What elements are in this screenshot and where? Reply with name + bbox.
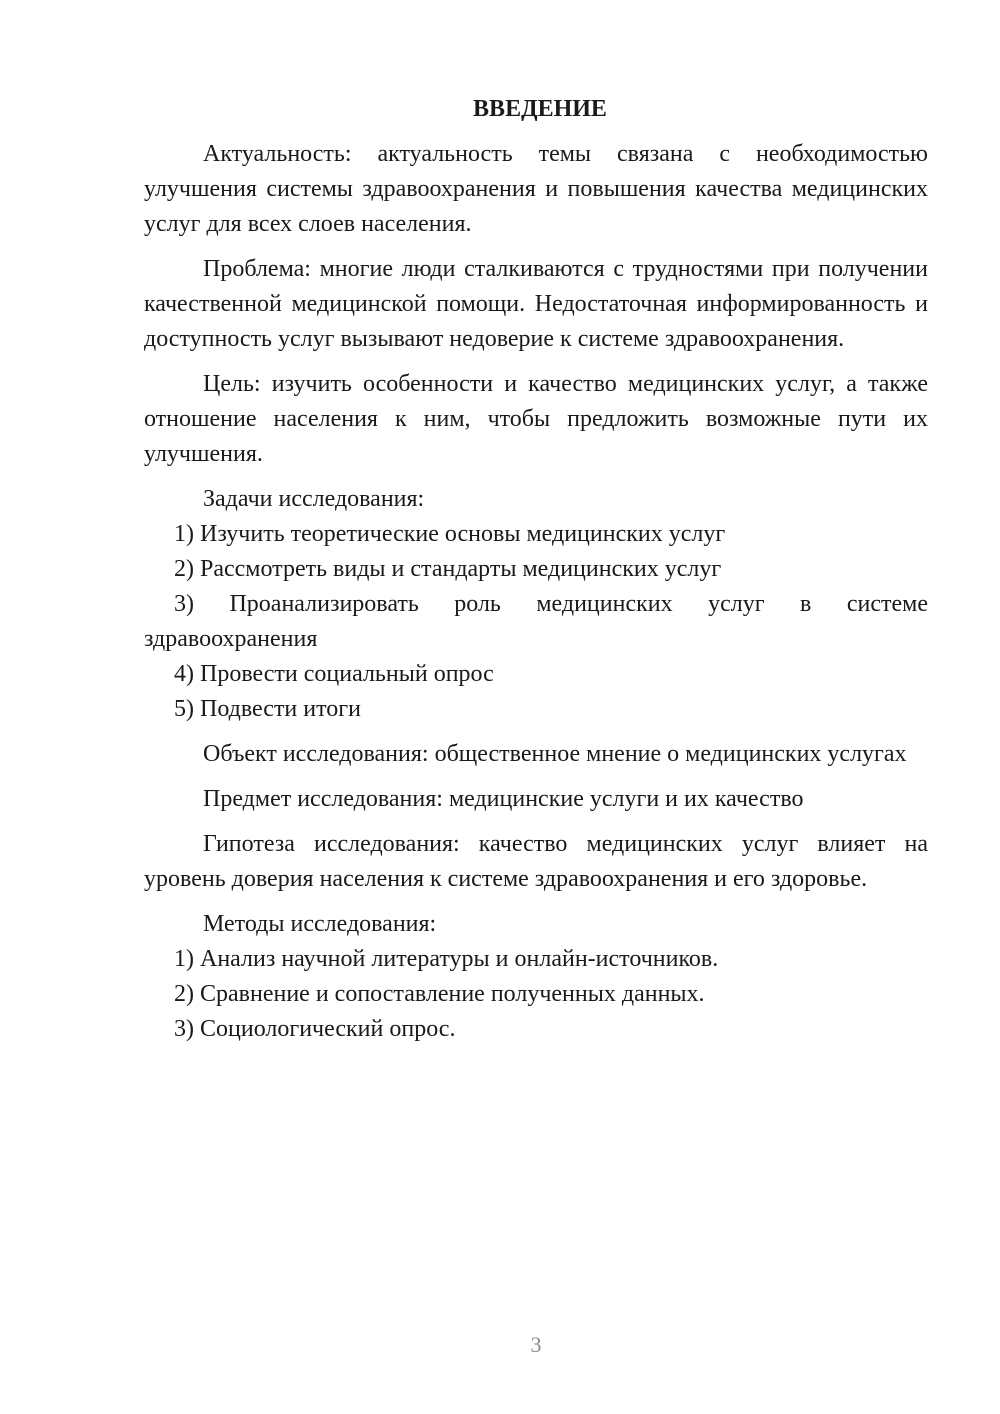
problem-paragraph: Проблема: многие люди сталкиваются с трудностями при получении качественной медицинской помощи. Недостаточная информированность и доступность услуг вызывают недоверие к системе здравоохранения. [144, 256, 928, 352]
method-item-1: 1) Анализ научной литературы и онлайн-источников. [174, 946, 719, 972]
section-heading: ВВЕДЕНИЕ [473, 96, 607, 122]
page-content [144, 92, 928, 1047]
object-paragraph: Объект исследования: общественное мнение о медицинских услугах [203, 741, 907, 767]
method-item-3: 3) Социологический опрос. [174, 1016, 456, 1042]
methods-title: Методы исследования: [203, 911, 437, 937]
goal-paragraph: Цель: изучить особенности и качество медицинских услуг, а также отношение населения к ним, чтобы предложить возможные пути их улучшения. [144, 371, 928, 467]
page-number: 3 [530, 1332, 542, 1357]
task-item-2: 2) Рассмотреть виды и стандарты медицинских услуг [174, 556, 722, 582]
task-item-1: 1) Изучить теоретические основы медицинских услуг [174, 521, 726, 547]
tasks-title: Задачи исследования: [203, 486, 425, 512]
task-item-4: 4) Провести социальный опрос [174, 661, 494, 687]
hypothesis-paragraph: Гипотеза исследования: качество медицинских услуг влияет на уровень доверия населения к системе здравоохранения и его здоровье. [144, 831, 928, 892]
subject-paragraph: Предмет исследования: медицинские услуги и их качество [203, 786, 804, 812]
task-item-5: 5) Подвести итоги [174, 696, 361, 722]
task-item-3: 3) Проанализировать роль медицинских услуг в системе здравоохранения [144, 591, 928, 652]
method-item-2: 2) Сравнение и сопоставление полученных данных. [174, 981, 705, 1007]
relevance-paragraph: Актуальность: актуальность темы связана с необходимостью улучшения системы здравоохранения и повышения качества медицинских услуг для всех слоев населения. [144, 141, 928, 237]
